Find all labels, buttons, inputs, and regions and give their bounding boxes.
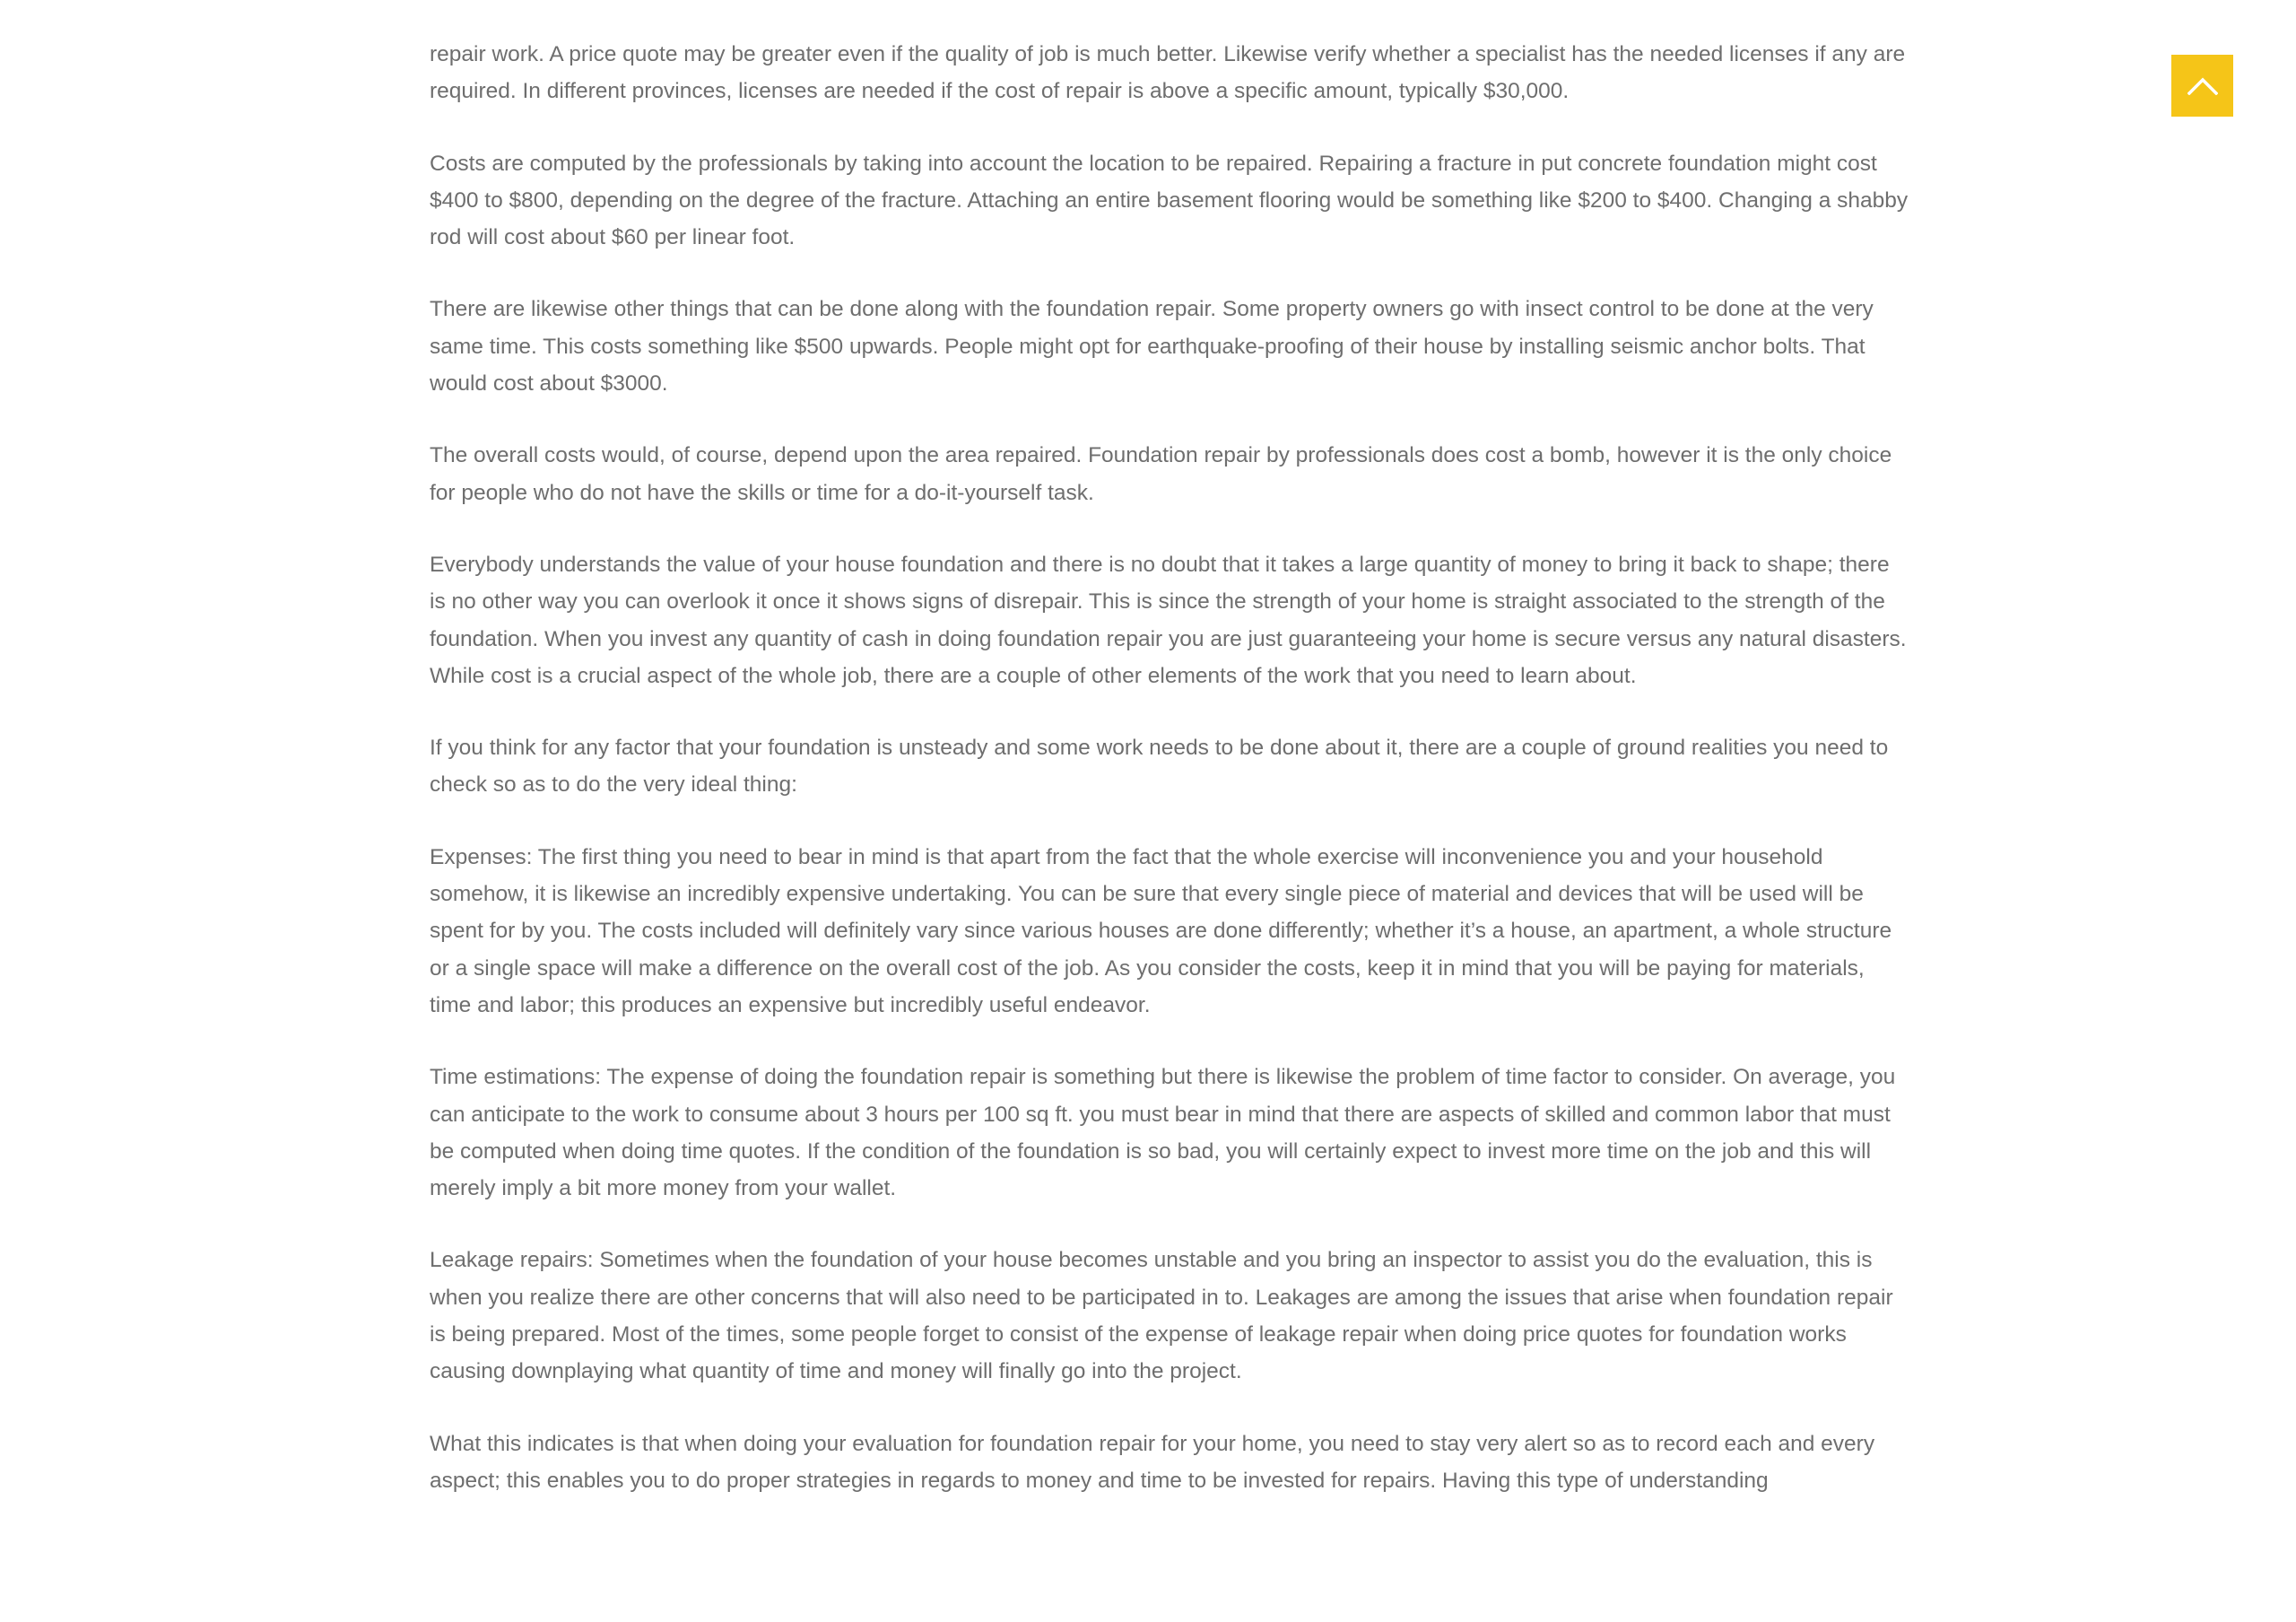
paragraph: What this indicates is that when doing your evaluation for foundation repair for your home, you need to stay very alert so as to record each and every aspect; this enables you to do proper strategies in regards to money and time to be invested for repairs. Having this type of understanding: [430, 1431, 1875, 1493]
paragraph: repair work. A price quote may be greater even if the quality of job is much better. Likewise verify whether a specialist has the needed licenses if any are required. In different provinces, licenses are needed if the cost of repair is above a specific amount, typically $30,000.: [430, 42, 1906, 104]
article-body: [430, 36, 1909, 1534]
paragraph: Leakage repairs: Sometimes when the foundation of your house becomes unstable and you bring an inspector to assist you do the evaluation, this is when you realize there are other concerns that will also need to be participated in to. Leakages are among the issues that arise when foundation repair is being prepared. Most of the times, some people forget to consist of the expense of leakage repair when doing price quotes for foundation works causing downplaying what quantity of time and money will finally go into the project.: [430, 1248, 1893, 1384]
paragraph: There are likewise other things that can be done along with the foundation repair. Some property owners go with insect control to be done at the very same time. This costs something like $500 upwards. People might opt for earthquake-proofing of their house by installing seismic anchor bolts. That would cost about $3000.: [430, 297, 1874, 397]
chevron-up-icon: [2187, 77, 2218, 95]
paragraph: The overall costs would, of course, depend upon the area repaired. Foundation repair by professionals does cost a bomb, however it is the only choice for people who do not have the skills or time for a do-it-yourself task.: [430, 443, 1892, 505]
paragraph: If you think for any factor that your foundation is unsteady and some work needs to be done about it, there are a couple of ground realities you need to check so as to do the very ideal thing:: [430, 736, 1889, 798]
paragraph: Expenses: The first thing you need to bear in mind is that apart from the fact that the whole exercise will inconvenience you and your household somehow, it is likewise an incredibly expensive undertaking. You can be sure that every single piece of material and devices that will be used will be spent for by you. The costs included will definitely vary since various houses are done differently; whether it’s a house, an apartment, a whole structure or a single space will make a difference on the overall cost of the job. As you consider the costs, keep it in mind that you will be paying for materials, time and labor; this produces an expensive but incredibly useful endeavor.: [430, 844, 1892, 1017]
paragraph: Costs are computed by the professionals by taking into account the location to be repaired. Repairing a fracture in put concrete foundation might cost $400 to $800, depending on the degree of the fracture. Attaching an entire basement flooring would be something like $200 to $400. Changing a shabby rod will cost about $60 per linear foot.: [430, 151, 1909, 250]
scroll-to-top-button[interactable]: [2171, 55, 2233, 117]
paragraph: Everybody understands the value of your house foundation and there is no doubt that it takes a large quantity of money to bring it back to shape; there is no other way you can overlook it once it shows signs of disrepair. This is since the strength of your home is straight associated to the strength of the foundation. When you invest any quantity of cash in doing foundation repair you are just guaranteeing your home is secure versus any natural disasters. While cost is a crucial aspect of the whole job, there are a couple of other elements of the work that you need to learn about.: [430, 552, 1907, 688]
paragraph: Time estimations: The expense of doing the foundation repair is something but there is likewise the problem of time factor to consider. On average, you can anticipate to the work to consume about 3 hours per 100 sq ft. you must bear in mind that there are aspects of skilled and common labor that must be computed when doing time quotes. If the condition of the foundation is so bad, you will certainly expect to invest more time on the job and this will merely imply a bit more money from your wallet.: [430, 1065, 1896, 1201]
